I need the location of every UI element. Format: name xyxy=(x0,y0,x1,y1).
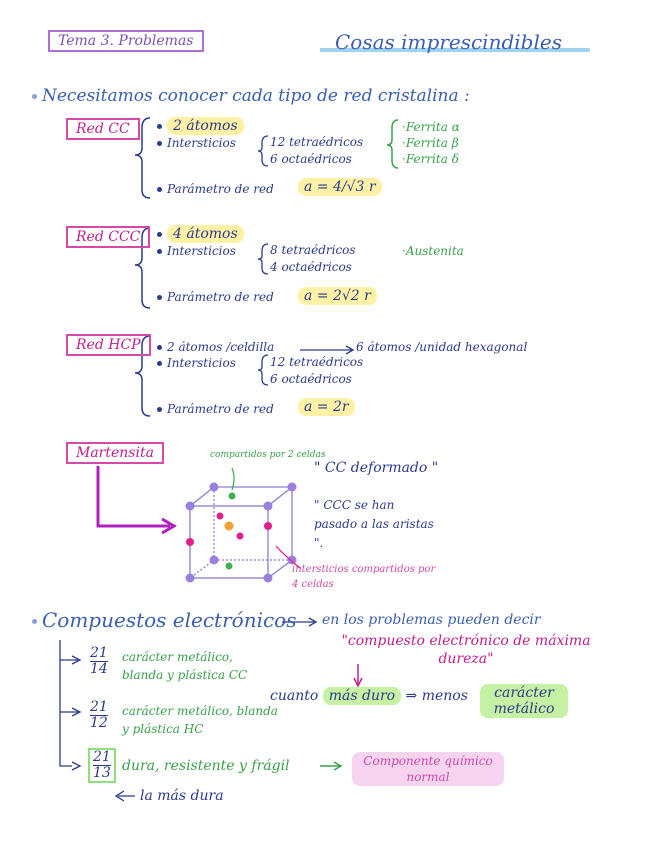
red-hcp-octa: 6 octaédricos xyxy=(270,372,352,386)
red-ccc-int-label: Intersticios xyxy=(167,244,236,258)
comparacion-line xyxy=(270,688,468,704)
red-cc-intersticios xyxy=(157,136,236,150)
comp-caracter-metalico: carácter metálico xyxy=(480,684,568,718)
brace-ccc-int xyxy=(258,244,268,274)
red-cc-parametro xyxy=(157,182,274,196)
austenita: ·Austenita xyxy=(402,244,464,258)
comp-menos: ⇒ menos xyxy=(405,688,468,704)
frac2-num: 21 xyxy=(90,699,108,715)
ferrita-b: ·Ferrita β xyxy=(402,136,459,150)
frac2-den: 12 xyxy=(90,715,108,731)
compartidos-2-label: compartidos por 2 celdas xyxy=(210,450,326,460)
cube-diagram xyxy=(190,487,292,578)
item3-texto: dura, resistente y frágil xyxy=(122,758,290,774)
red-hcp-parametro xyxy=(157,402,274,416)
ferrita-d: ·Ferrita δ xyxy=(402,152,459,166)
red-ccc-param-label: Parámetro de red xyxy=(167,290,274,304)
frac1-num: 21 xyxy=(90,645,108,661)
red-ccc-label: Red CCC xyxy=(66,226,150,248)
red-hcp-atomos-text: 2 átomos /celdilla xyxy=(167,340,275,354)
red-hcp-param-label: Parámetro de red xyxy=(167,402,274,416)
frac3-num: 21 xyxy=(93,749,111,765)
cita-ccc-aristas: " CCC se han pasado a las aristas ". xyxy=(314,498,434,550)
red-cc-label: Red CC xyxy=(66,118,140,140)
red-cc-atomos xyxy=(157,118,244,134)
martensita-arrow xyxy=(98,466,170,526)
comp-cuanto: cuanto xyxy=(270,688,319,704)
red-hcp-label: Red HCP xyxy=(66,334,151,356)
red-ccc-atomos xyxy=(157,226,244,242)
fraccion-21-13 xyxy=(88,748,116,783)
red-ccc-parametro xyxy=(157,290,274,304)
red-cc-tetra: 12 tetraédricos xyxy=(270,135,364,149)
red-cc-octa: 6 octaédricos xyxy=(270,152,352,166)
item1-texto: carácter metálico, blanda y plástica CC xyxy=(122,650,248,682)
page-title: Cosas imprescindibles xyxy=(335,30,562,54)
intro-text: Necesitamos conocer cada tipo de red cristalina : xyxy=(42,86,470,106)
tema-title: Tema 3. Problemas xyxy=(48,30,204,52)
fraccion-21-14 xyxy=(90,646,108,677)
red-hcp-intersticios xyxy=(157,356,236,370)
intro-line xyxy=(32,86,470,106)
frac3-den: 13 xyxy=(93,765,111,781)
red-ccc-formula: a = 2√2 r xyxy=(298,287,377,305)
martensita-label: Martensita xyxy=(66,442,164,464)
red-hcp-tetra: 12 tetraédricos xyxy=(270,355,364,369)
ferrita-a: ·Ferrita α xyxy=(402,120,460,134)
frac1-den: 14 xyxy=(90,661,108,677)
brace-cc-int xyxy=(258,136,268,166)
componente-quimico: Componente químico normal xyxy=(352,752,504,786)
la-mas-dura: la más dura xyxy=(140,788,224,804)
red-ccc-tetra: 8 tetraédricos xyxy=(270,243,356,257)
brace-hcp-int xyxy=(258,355,268,385)
compuestos-cita: "compuesto electrónico de máxima dureza" xyxy=(341,633,591,667)
red-cc-formula: a = 4/√3 r xyxy=(298,178,382,196)
cube-atoms xyxy=(186,483,297,583)
cita-cc-deformado: " CC deformado " xyxy=(314,460,439,476)
item2-texto: carácter metálico, blanda y plástica HC xyxy=(122,704,278,736)
red-ccc-octa: 4 octaédricos xyxy=(270,260,352,274)
brace-ferrita xyxy=(387,120,398,168)
red-cc-param-label: Parámetro de red xyxy=(167,182,274,196)
red-hcp-int-label: Intersticios xyxy=(167,356,236,370)
compuestos-title-text: Compuestos electrónicos xyxy=(42,608,297,632)
red-hcp-atomos-extra: 6 átomos /unidad hexagonal xyxy=(356,340,528,354)
red-cc-int-label: Intersticios xyxy=(167,136,236,150)
fraccion-21-12 xyxy=(90,700,108,731)
compuestos-bracket xyxy=(60,640,72,766)
red-hcp-atomos xyxy=(157,340,274,354)
red-ccc-intersticios xyxy=(157,244,236,258)
red-hcp-formula: a = 2r xyxy=(298,398,355,416)
red-cc-atomos-text: 2 átomos xyxy=(167,117,244,135)
compuestos-nota: en los problemas pueden decir xyxy=(322,612,541,628)
red-ccc-atomos-text: 4 átomos xyxy=(167,225,244,243)
compuestos-title xyxy=(32,608,296,632)
intersticios-4-label: intersticios compartidos por 4 celdas xyxy=(292,564,436,590)
comp-mas-duro: más duro xyxy=(323,687,401,705)
